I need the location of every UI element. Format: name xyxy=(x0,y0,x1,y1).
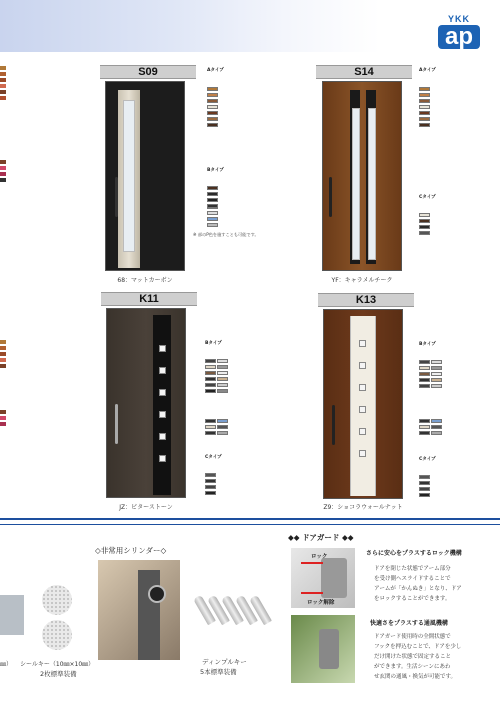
door-k13-window xyxy=(359,406,366,413)
door-handle-icon xyxy=(115,404,118,444)
model-title-s09: S09 xyxy=(100,65,196,79)
dimple-key-qty: 5本標準装備 xyxy=(200,668,237,676)
lock-label: ロック xyxy=(311,554,328,560)
door-handle-icon xyxy=(115,177,118,217)
k11-c-type-label: Cタイプ xyxy=(205,455,222,460)
ventilation-line: せ玄関の通風・換気が可能です。 xyxy=(374,674,457,680)
section-divider-thin xyxy=(0,524,500,525)
section-divider xyxy=(0,518,500,520)
door-handle-icon xyxy=(332,405,335,445)
door-handle-icon xyxy=(329,177,332,217)
k13-b-type-label: Bタイプ xyxy=(419,342,436,347)
ventilation-line: だけ開けた状態で固定すること xyxy=(374,654,452,660)
door-k13 xyxy=(323,309,403,499)
door-s14 xyxy=(322,81,402,271)
door-s09 xyxy=(105,81,185,271)
lock-arrow-icon xyxy=(301,562,323,564)
s09-b-type-label: Bタイプ xyxy=(207,168,224,173)
unlock-label: ロック解除 xyxy=(307,600,335,606)
seal-key-qty: 2枚標準装備 xyxy=(40,670,77,678)
s14-a-type-label: Aタイプ xyxy=(419,68,436,73)
ventilation-body xyxy=(374,632,461,682)
lock-plate-photo xyxy=(0,595,24,635)
door-k13-window xyxy=(359,450,366,457)
door-k13-caption: Z9：ショコラウォールナット xyxy=(323,504,403,511)
door-k11-window xyxy=(159,367,166,374)
header-band xyxy=(0,0,380,52)
s09-b-swatches xyxy=(207,175,227,205)
lock-security-title: さらに安心をプラスするロック機構 xyxy=(366,550,462,557)
k11-c-swatches xyxy=(205,462,225,492)
door-k11 xyxy=(106,308,186,498)
left-cut-label: ㎜） xyxy=(0,661,13,668)
seal-key-sticker xyxy=(42,620,72,650)
s14-a-swatches xyxy=(419,76,439,132)
ventilation-line: ドアガード使用時の全開状態で xyxy=(374,634,451,640)
cylinder-section-title: ◇非常用シリンダー◇ xyxy=(95,546,167,555)
k13-b-swatches-2 xyxy=(419,408,445,448)
s09-side-note: ※ 部のP色を施すことも可能です。 xyxy=(193,232,259,237)
door-k11-window xyxy=(159,345,166,352)
cylinder-photo xyxy=(98,560,180,660)
lock-security-line: を受け側へスライドすることで xyxy=(374,576,451,582)
k11-b-swatches-2 xyxy=(205,408,231,448)
left-swatch-column-2 xyxy=(0,160,6,184)
ventilation-line: フックを押込むことで、ドアを少し xyxy=(374,644,462,650)
k13-b-swatches xyxy=(419,349,445,405)
dimple-key-label: ディンプルキー xyxy=(202,658,247,666)
door-k11-window xyxy=(159,433,166,440)
lock-security-body xyxy=(374,564,462,604)
left-swatch-column-3 xyxy=(0,340,6,370)
door-guard-vent-photo xyxy=(291,615,355,683)
cylinder-door-frame xyxy=(138,570,160,660)
model-title-k11: K11 xyxy=(101,292,197,306)
brand-logo xyxy=(438,14,480,48)
cylinder-lock-icon xyxy=(148,585,166,603)
ventilation-title: 快適さをプラスする通風機構 xyxy=(370,620,448,627)
lock-security-line: をロックすることができます。 xyxy=(374,596,451,602)
door-k11-window xyxy=(159,411,166,418)
door-k11-caption: JZ：ビターストーン xyxy=(119,504,173,511)
seal-key-sticker xyxy=(42,585,72,615)
door-s09-caption: 68：マットカーボン xyxy=(117,277,173,284)
door-k11-window xyxy=(159,455,166,462)
s09-a-swatches xyxy=(207,76,221,132)
s14-c-type-label: Cタイプ xyxy=(419,195,436,200)
k13-c-type-label: Cタイプ xyxy=(419,457,436,462)
door-guard-icon xyxy=(321,558,347,598)
door-k11-panel xyxy=(153,315,171,495)
s14-c-swatches xyxy=(419,202,439,232)
model-title-k13: K13 xyxy=(318,293,414,307)
lock-security-line: アームが「かんぬき」となり、ドア xyxy=(374,586,462,592)
brand-logo-bottom: ap xyxy=(438,25,480,49)
door-guard-title: ◆◆ ドアガード ◆◆ xyxy=(288,533,354,542)
door-k13-window xyxy=(359,384,366,391)
unlock-arrow-icon xyxy=(301,592,323,594)
brand-logo-top: YKK xyxy=(447,14,470,24)
door-k11-window xyxy=(159,389,166,396)
door-k13-window xyxy=(359,362,366,369)
door-k13-window xyxy=(359,340,366,347)
ventilation-line: ができます。生活シーンにあわ xyxy=(374,664,451,670)
door-s14-caption: YF：キャラメルチーク xyxy=(331,277,393,284)
model-title-s14: S14 xyxy=(316,65,412,79)
k11-b-swatches xyxy=(205,348,231,404)
door-s09-glass xyxy=(123,100,135,252)
door-s14-glass-left xyxy=(352,108,360,260)
s09-a-type-label: Aタイプ xyxy=(207,68,224,73)
door-k13-window xyxy=(359,428,366,435)
door-guard-icon xyxy=(319,629,339,669)
k13-c-swatches xyxy=(419,464,439,494)
left-swatch-column-4 xyxy=(0,410,6,428)
dimple-keys-photo xyxy=(200,595,280,655)
lock-security-line: ドアを閉じた状態でアーム部分 xyxy=(374,566,451,572)
left-swatch-column xyxy=(0,66,6,102)
door-s14-glass-right xyxy=(368,108,376,260)
seal-key-label: シールキー（10㎜×10㎜） xyxy=(20,661,95,668)
k11-b-type-label: Bタイプ xyxy=(205,341,222,346)
door-guard-lock-photo xyxy=(291,548,355,608)
